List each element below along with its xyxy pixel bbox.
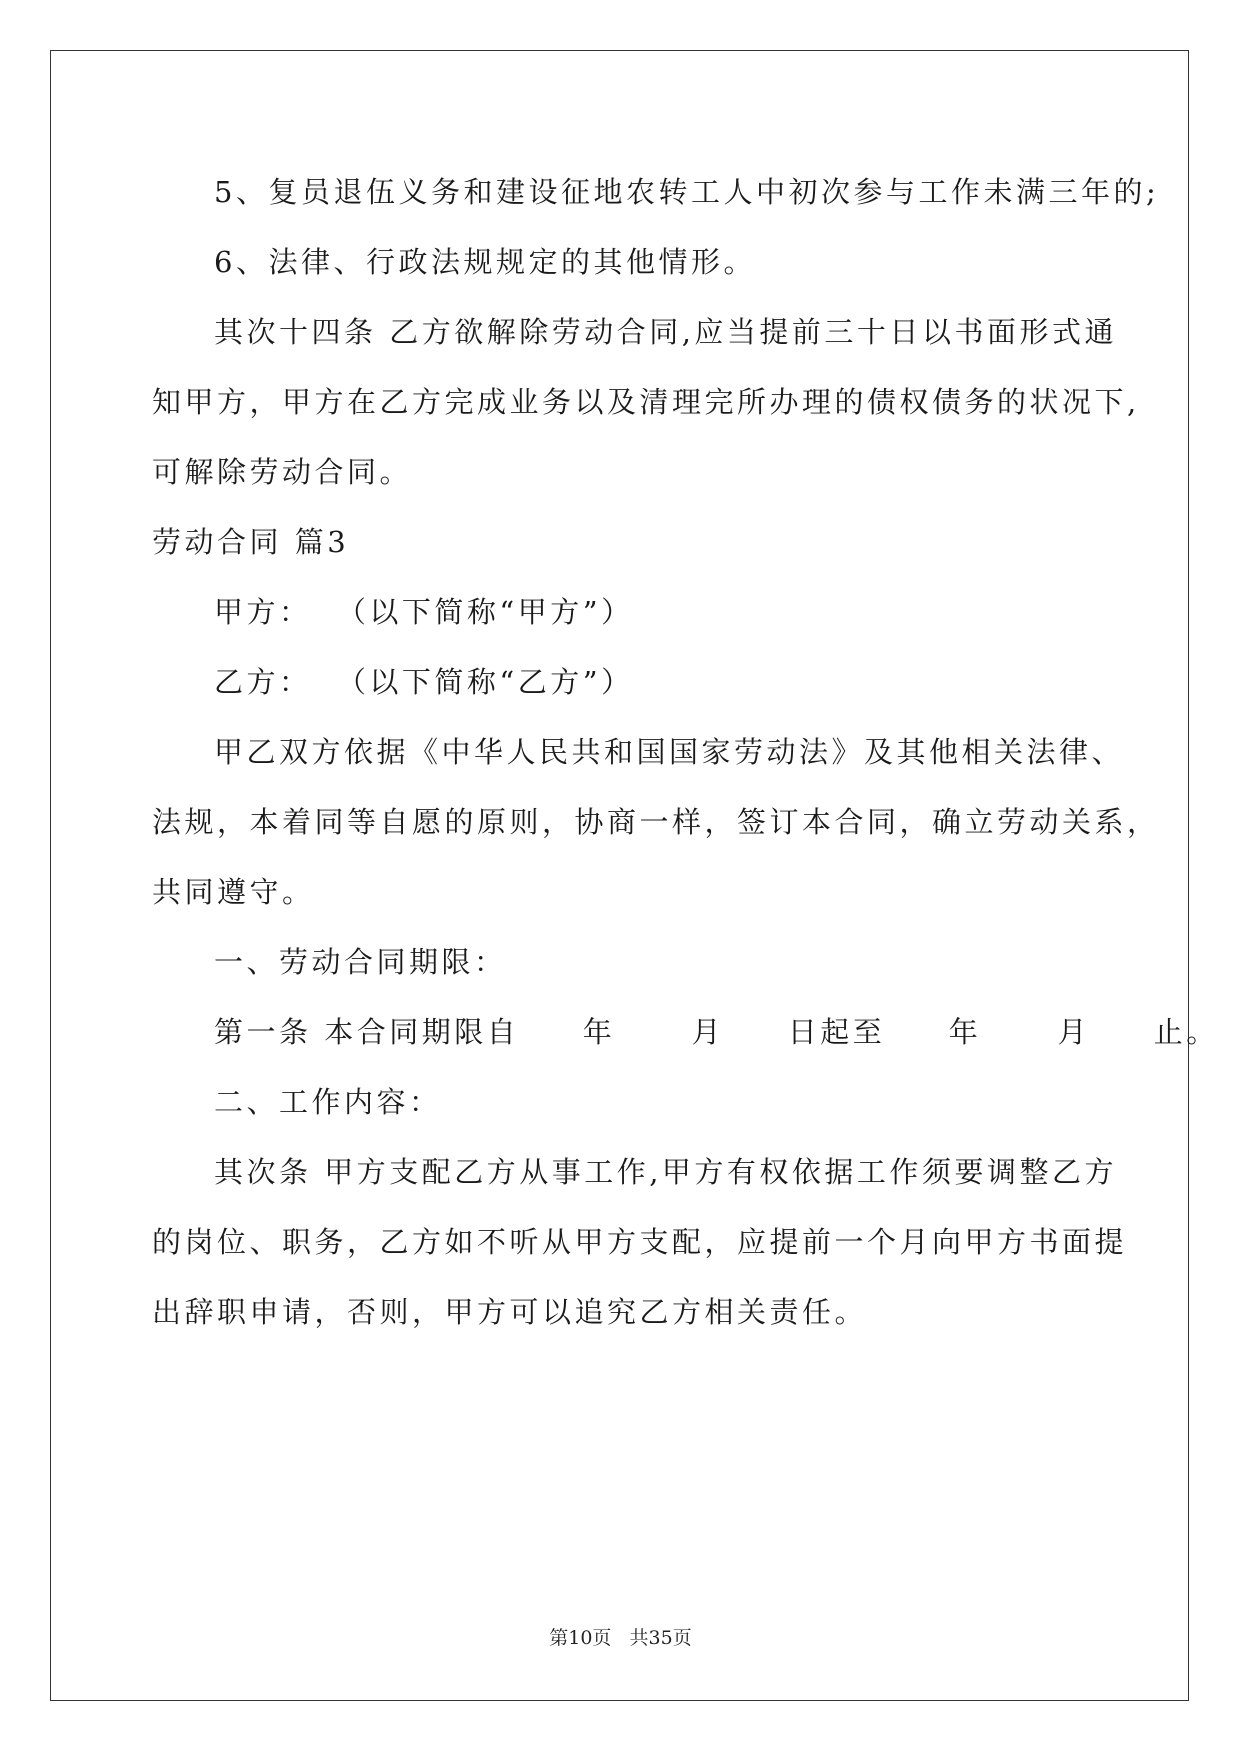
text-line: 知甲方，甲方在乙方完成业务以及清理完所办理的债权债务的状况下, [152, 385, 1140, 419]
text-line: 5、复员退伍义务和建设征地农转工人中初次参与工作未满三年的; [214, 175, 1160, 209]
text-line: 可解除劳动合同。 [152, 455, 413, 489]
page-number-footer: 第10页 共35页 [549, 1627, 692, 1649]
text-line: 出辞职申请，否则，甲方可以追究乙方相关责任。 [152, 1295, 868, 1329]
section-heading: 劳动合同 篇3 [152, 525, 350, 559]
text-line: 第一条 本合同期限自 年 月 日起至 年 月 止。 [214, 1015, 1219, 1049]
text-line: 的岗位、职务，乙方如不听从甲方支配，应提前一个月向甲方书面提 [152, 1225, 1128, 1259]
text-line: 6、法律、行政法规规定的其他情形。 [214, 245, 756, 279]
text-line: 一、劳动合同期限： [214, 945, 507, 979]
text-line: 二、工作内容： [214, 1085, 442, 1119]
text-line: 甲方： （以下简称“甲方”） [214, 595, 634, 629]
text-line: 其次条 甲方支配乙方从事工作,甲方有权依据工作须要调整乙方 [214, 1155, 1117, 1189]
text-line: 乙方： （以下简称“乙方”） [214, 665, 634, 699]
text-line: 法规，本着同等自愿的原则，协商一样，签订本合同，确立劳动关系， [152, 805, 1160, 839]
text-line: 甲乙双方依据《中华人民共和国国家劳动法》及其他相关法律、 [214, 735, 1125, 769]
text-line: 其次十四条 乙方欲解除劳动合同,应当提前三十日以书面形式通 [214, 315, 1117, 349]
text-line: 共同遵守。 [152, 875, 315, 909]
